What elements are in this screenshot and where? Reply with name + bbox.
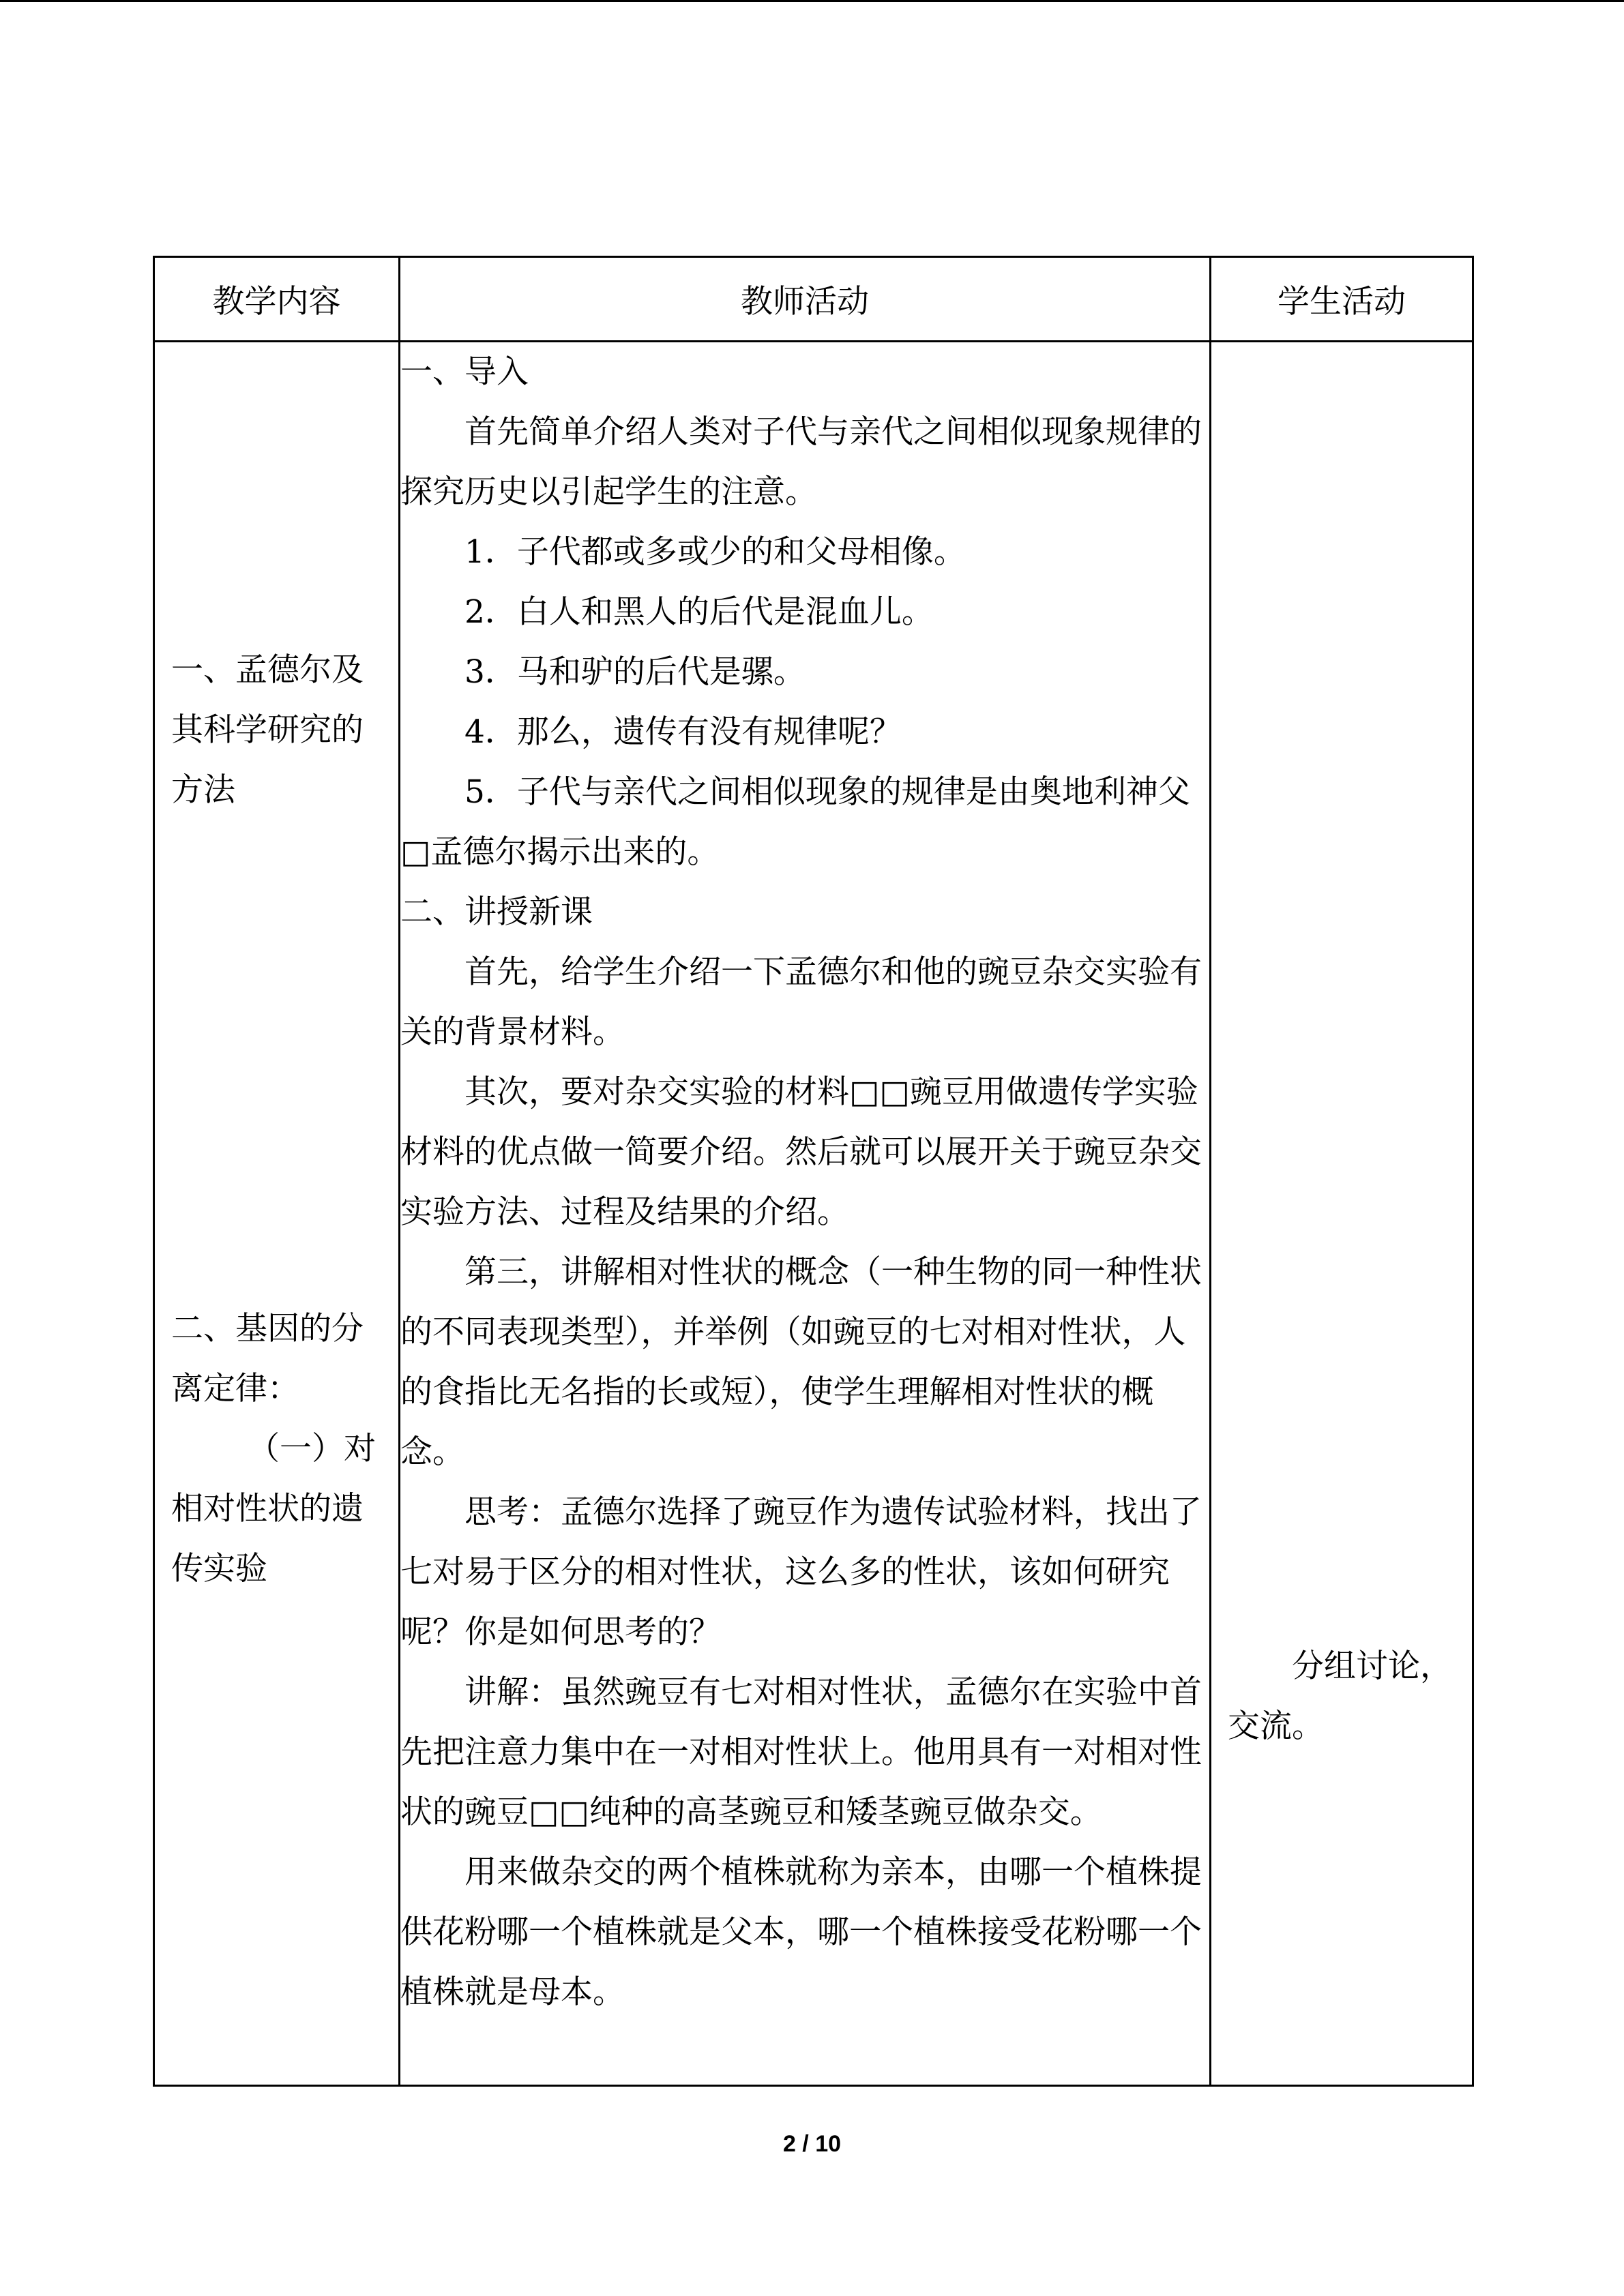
content-line: （一）对 xyxy=(248,1430,376,1467)
header-teaching-content: 教学内容 xyxy=(154,257,400,342)
teacher-paragraph: 用来做杂交的两个植株就称为亲本，由哪一个植株提供花粉哪一个植株就是父本，哪一个植株接受花粉哪一个植株就是母本。 xyxy=(400,1853,1202,2011)
content-line: 二、基因的分 xyxy=(171,1310,364,1347)
teacher-list-item: 4．那么，遗传有没有规律呢？ xyxy=(464,713,902,751)
content-section-1 xyxy=(171,640,388,820)
page-top-rule xyxy=(0,0,1624,2)
teacher-paragraph: 第三，讲解相对性状的概念（一种生物的同一种性状的不同表现类型），并举例（如豌豆的七对相对性状，人的食指比无名指的长或短），使学生理解相对性状的概念。 xyxy=(400,1253,1202,1471)
teaching-content-cell xyxy=(154,342,400,2086)
student-activity-note: 分组讨论，交流。 xyxy=(1228,1648,1452,1745)
teacher-paragraph: 首先，给学生介绍一下孟德尔和他的豌豆杂交实验有关的背景材料。 xyxy=(400,953,1202,1051)
teacher-heading-intro: 一、导入 xyxy=(400,353,529,391)
content-line: 离定律： xyxy=(171,1370,299,1407)
lesson-plan-table xyxy=(153,256,1474,2087)
teacher-heading-new-lesson: 二、讲授新课 xyxy=(400,893,593,931)
header-teacher-activity: 教师活动 xyxy=(400,257,1211,342)
teacher-list-item: 3．马和驴的后代是骡。 xyxy=(464,653,806,691)
content-line: 方法 xyxy=(171,771,235,809)
teacher-paragraph: 讲解：虽然豌豆有七对相对性状，孟德尔在实验中首先把注意力集中在一对相对性状上。他用具有一对相对性状的豌豆□□纯种的高茎豌豆和矮茎豌豆做杂交。 xyxy=(400,1673,1202,1831)
teacher-list-item: 2．白人和黑人的后代是混血儿。 xyxy=(464,593,934,631)
content-line: 其科学研究的 xyxy=(171,711,364,749)
content-line: 传实验 xyxy=(171,1550,267,1587)
teacher-paragraph: 思考：孟德尔选择了豌豆作为遗传试验材料，找出了七对易于区分的相对性状，这么多的性状，该如何研究呢？你是如何思考的？ xyxy=(400,1493,1202,1651)
teacher-list-item: 1．子代都或多或少的和父母相像。 xyxy=(464,533,966,571)
page-number: 2 / 10 xyxy=(782,2131,842,2157)
content-line: 相对性状的遗 xyxy=(171,1490,364,1527)
table-header-row xyxy=(154,257,1473,342)
student-activity-cell xyxy=(1211,342,1473,2086)
teacher-activity-cell xyxy=(400,342,1211,2086)
table-body-row xyxy=(154,342,1473,2086)
teacher-paragraph: 首先简单介绍人类对子代与亲代之间相似现象规律的探究历史以引起学生的注意。 xyxy=(400,413,1202,511)
content-line: 一、孟德尔及 xyxy=(171,651,364,689)
teacher-list-item: 5．子代与亲代之间相似现象的规律是由奥地利神父□孟德尔揭示出来的。 xyxy=(400,773,1190,871)
teacher-paragraph: 其次，要对杂交实验的材料□□豌豆用做遗传学实验材料的优点做一简要介绍。然后就可以展开关于豌豆杂交实验方法、过程及结果的介绍。 xyxy=(400,1073,1202,1231)
content-section-2 xyxy=(171,1299,388,1599)
header-student-activity: 学生活动 xyxy=(1211,257,1473,342)
